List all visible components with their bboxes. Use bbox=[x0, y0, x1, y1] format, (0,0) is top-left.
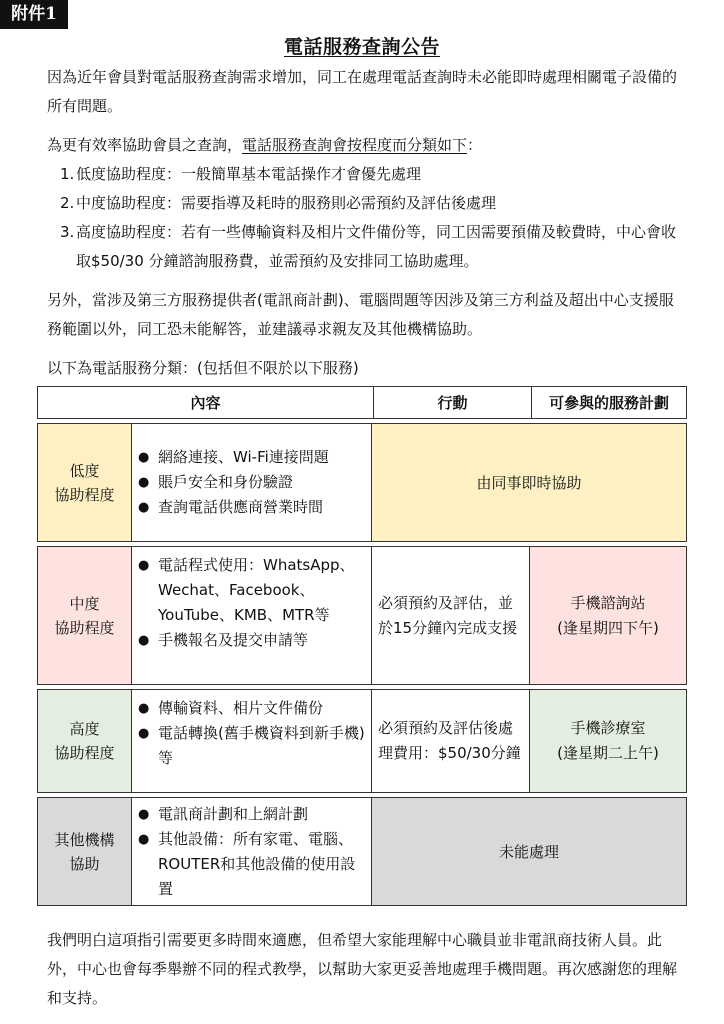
list-text: 低度協助程度：一般簡單基本電話操作才會優先處理 bbox=[76, 165, 422, 183]
item-text: 電話轉換(舊手機資料到新手機)等 bbox=[158, 724, 365, 767]
table-intro: 以下為電話服務分類：(包括但不限於以下服務) bbox=[47, 359, 359, 377]
bullet-icon: ● bbox=[138, 633, 150, 648]
list-item bbox=[138, 445, 367, 470]
attachment-tag: 附件1 bbox=[0, 0, 68, 29]
list-item bbox=[60, 160, 688, 189]
level-label bbox=[38, 690, 132, 792]
third-party-paragraph: 另外，當涉及第三方服務提供者(電訊商計劃)、電腦問題等因涉及第三方利益及超出中心支援服務範圍以外，同工恐未能解答，並建議尋求親友及其他機構協助。 bbox=[47, 291, 674, 338]
bullet-icon: ● bbox=[138, 500, 150, 515]
page-title: 電話服務查詢公告 bbox=[283, 36, 440, 58]
action-cell: 必須預約及評估後處理費用：$50/30分鐘 bbox=[372, 690, 530, 792]
classify-suffix: ： bbox=[467, 136, 483, 154]
list-number: 2. bbox=[60, 194, 75, 212]
bullet-icon: ● bbox=[138, 475, 150, 490]
content-cell bbox=[132, 424, 372, 541]
item-text: 賬戶安全和身份驗證 bbox=[158, 473, 294, 491]
bullet-icon: ● bbox=[138, 701, 150, 716]
level-line: 中度 bbox=[69, 594, 100, 613]
list-item bbox=[138, 721, 367, 771]
item-text: 其他設備：所有家電、電腦、ROUTER和其他設備的使用設置 bbox=[158, 830, 356, 898]
level-line: 協助程度 bbox=[54, 618, 115, 637]
level-line: 低度 bbox=[69, 461, 100, 480]
item-text: 手機報名及提交申請等 bbox=[158, 631, 309, 649]
list-number: 3. bbox=[60, 223, 75, 241]
list-item bbox=[138, 470, 367, 495]
intro-paragraph: 因為近年會員對電話服務查詢需求增加，同工在處理電話查詢時未必能即時處理相關電子設備的所有問題。 bbox=[47, 68, 678, 115]
list-item bbox=[138, 827, 367, 902]
plan-name: 手機諮詢站 bbox=[570, 593, 646, 612]
action-cell: 必須預約及評估，並於15分鐘內完成支援 bbox=[372, 547, 530, 684]
item-text: 網絡連接、Wi-Fi連接問題 bbox=[158, 448, 329, 466]
content-cell bbox=[132, 547, 372, 684]
action-cell: 未能處理 bbox=[498, 843, 559, 861]
list-number: 1. bbox=[60, 165, 75, 183]
item-text: 電話程式使用：WhatsApp、Wechat、Facebook、YouTube、KMB、MTR等 bbox=[158, 556, 355, 624]
row-low bbox=[37, 423, 687, 542]
classify-prefix: 為更有效率協助會員之查詢， bbox=[47, 136, 243, 154]
level-line: 其他機構 bbox=[54, 830, 115, 849]
list-text: 高度協助程度：若有一些傳輸資料及相片文件備份等，同工因需要預備及較費時，中心會收取$50/30 分鐘諮詢服務費，並需預約及安排同工協助處理。 bbox=[76, 223, 677, 270]
list-item bbox=[138, 802, 367, 827]
content-cell bbox=[132, 690, 372, 792]
content-cell bbox=[132, 798, 372, 905]
level-line: 協助程度 bbox=[54, 485, 115, 504]
bullet-icon: ● bbox=[138, 726, 150, 741]
plan-time: (逢星期二上午) bbox=[557, 744, 659, 762]
levels-list bbox=[60, 160, 688, 276]
row-other bbox=[37, 797, 687, 906]
action-cell: 由同事即時協助 bbox=[476, 474, 582, 492]
header-content: 內容 bbox=[38, 387, 374, 418]
item-text: 查詢電話供應商營業時間 bbox=[158, 498, 324, 516]
level-line: 協助程度 bbox=[54, 744, 115, 762]
bullet-icon: ● bbox=[138, 807, 150, 822]
header-action: 行動 bbox=[374, 387, 532, 418]
list-item bbox=[138, 628, 367, 653]
list-item bbox=[138, 553, 367, 628]
list-item bbox=[60, 218, 688, 276]
level-label bbox=[38, 798, 132, 905]
bullet-icon: ● bbox=[138, 558, 150, 573]
list-item bbox=[138, 696, 367, 721]
plan-name: 手機診療室 bbox=[570, 719, 646, 737]
level-line: 協助 bbox=[69, 854, 100, 873]
bullet-icon: ● bbox=[138, 832, 150, 847]
list-item bbox=[138, 495, 367, 520]
closing-paragraph: 我們明白這項指引需要更多時間來適應，但希望大家能理解中心職員並非電訊商技術人員。此外，中心也會每季舉辦不同的程式教學，以幫助大家更妥善地處理手機問題。再次感謝您的理解和支持。 bbox=[47, 931, 678, 1007]
classify-underlined: 電話服務查詢會按程度而分類如下 bbox=[242, 136, 468, 154]
classify-paragraph bbox=[47, 131, 687, 160]
row-mid bbox=[37, 546, 687, 685]
plan-cell bbox=[530, 690, 686, 792]
level-label bbox=[38, 424, 132, 541]
header-plan: 可參與的服務計劃 bbox=[548, 394, 669, 412]
list-text: 中度協助程度：需要指導及耗時的服務則必需預約及評估後處理 bbox=[76, 194, 497, 212]
level-label bbox=[38, 547, 132, 684]
bullet-icon: ● bbox=[138, 450, 150, 465]
plan-cell bbox=[530, 547, 686, 684]
list-item bbox=[60, 189, 688, 218]
item-text: 電訊商計劃和上網計劃 bbox=[158, 805, 309, 823]
plan-time: (逢星期四下午) bbox=[557, 618, 659, 637]
item-text: 傳輸資料、相片文件備份 bbox=[158, 699, 324, 717]
row-high bbox=[37, 689, 687, 793]
level-line: 高度 bbox=[69, 720, 100, 738]
table-header bbox=[37, 386, 687, 419]
